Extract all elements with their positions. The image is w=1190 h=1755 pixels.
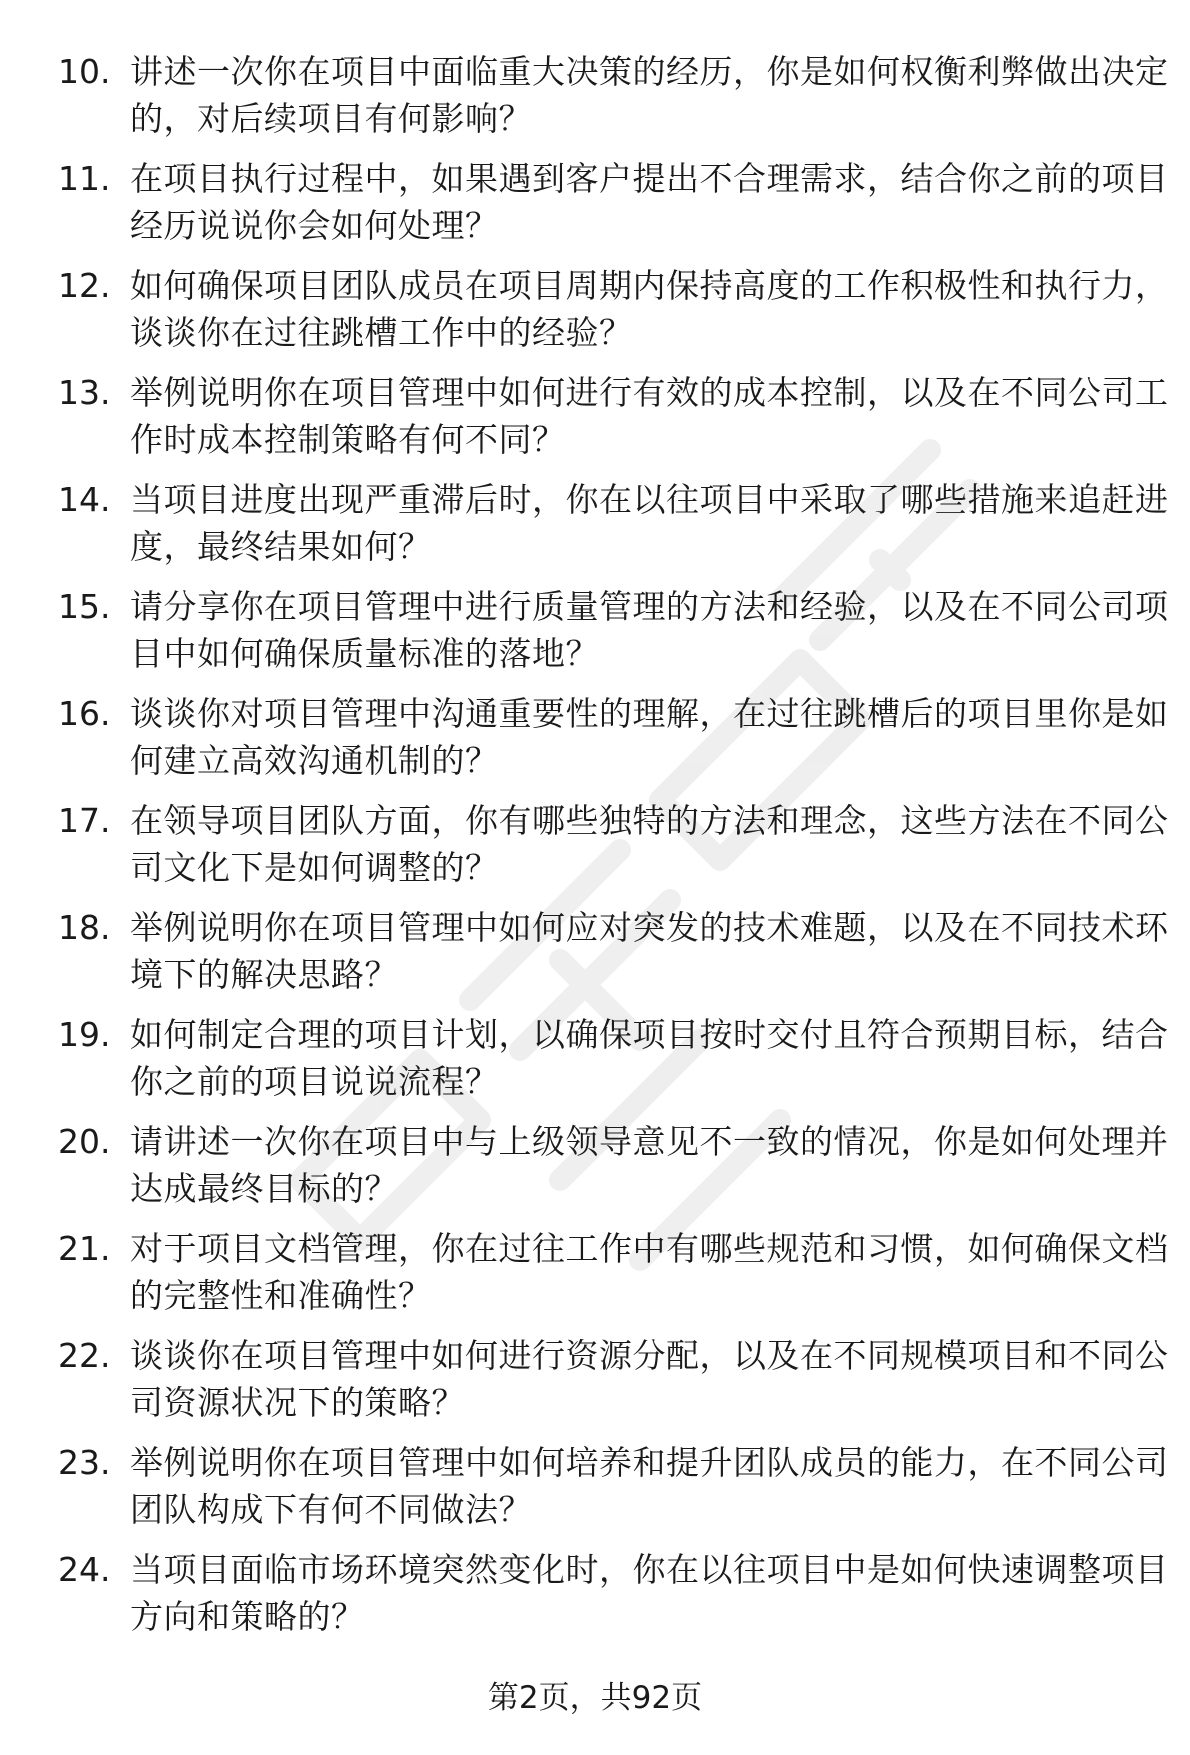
question-text: 请分享你在项目管理中进行质量管理的方法和经验，以及在不同公司项目中如何确保质量标准的落地？ (130, 587, 1169, 673)
question-number: 16. (58, 694, 111, 733)
question-list (58, 48, 1169, 1653)
question-text: 举例说明你在项目管理中如何进行有效的成本控制，以及在不同公司工作时成本控制策略有何不同？ (130, 373, 1169, 459)
question-number: 23. (58, 1443, 111, 1482)
page-number: 第2页，共92页 (487, 1680, 703, 1716)
question-number: 22. (58, 1336, 111, 1375)
question-item (58, 476, 1169, 583)
question-item (58, 1332, 1169, 1439)
question-item (58, 262, 1169, 369)
question-text: 请讲述一次你在项目中与上级领导意见不一致的情况，你是如何处理并达成最终目标的？ (130, 1122, 1169, 1208)
question-text: 举例说明你在项目管理中如何培养和提升团队成员的能力，在不同公司团队构成下有何不同做法？ (130, 1443, 1169, 1529)
question-text: 当项目进度出现严重滞后时，你在以往项目中采取了哪些措施来追赶进度，最终结果如何？ (130, 480, 1169, 566)
question-number: 18. (58, 908, 111, 947)
question-item (58, 797, 1169, 904)
question-item (58, 583, 1169, 690)
question-text: 如何确保项目团队成员在项目周期内保持高度的工作积极性和执行力，谈谈你在过往跳槽工作中的经验？ (130, 266, 1169, 352)
question-item (58, 369, 1169, 476)
question-item (58, 1546, 1169, 1653)
question-number: 21. (58, 1229, 111, 1268)
question-item (58, 1439, 1169, 1546)
question-text: 对于项目文档管理，你在过往工作中有哪些规范和习惯，如何确保文档的完整性和准确性？ (130, 1229, 1169, 1315)
question-text: 讲述一次你在项目中面临重大决策的经历，你是如何权衡利弊做出决定的，对后续项目有何影响？ (130, 52, 1169, 138)
question-text: 当项目面临市场环境突然变化时，你在以往项目中是如何快速调整项目方向和策略的？ (130, 1550, 1169, 1636)
question-item (58, 155, 1169, 262)
question-number: 24. (58, 1550, 111, 1589)
question-number: 20. (58, 1122, 111, 1161)
question-item (58, 1118, 1169, 1225)
question-number: 15. (58, 587, 111, 626)
question-number: 14. (58, 480, 111, 519)
question-text: 举例说明你在项目管理中如何应对突发的技术难题，以及在不同技术环境下的解决思路？ (130, 908, 1169, 994)
question-item (58, 690, 1169, 797)
question-item (58, 1011, 1169, 1118)
question-text: 在领导项目团队方面，你有哪些独特的方法和理念，这些方法在不同公司文化下是如何调整的？ (130, 801, 1169, 887)
question-item (58, 1225, 1169, 1332)
question-number: 11. (58, 159, 111, 198)
question-number: 19. (58, 1015, 111, 1054)
question-text: 谈谈你在项目管理中如何进行资源分配，以及在不同规模项目和不同公司资源状况下的策略？ (130, 1336, 1169, 1422)
question-text: 如何制定合理的项目计划，以确保项目按时交付且符合预期目标，结合你之前的项目说说流程？ (130, 1015, 1169, 1101)
question-number: 12. (58, 266, 111, 305)
question-number: 13. (58, 373, 111, 412)
question-text: 在项目执行过程中，如果遇到客户提出不合理需求，结合你之前的项目经历说说你会如何处理？ (130, 159, 1169, 245)
question-item (58, 48, 1169, 155)
question-number: 17. (58, 801, 111, 840)
question-number: 10. (58, 52, 111, 91)
question-item (58, 904, 1169, 1011)
question-text: 谈谈你对项目管理中沟通重要性的理解，在过往跳槽后的项目里你是如何建立高效沟通机制的？ (130, 694, 1169, 780)
